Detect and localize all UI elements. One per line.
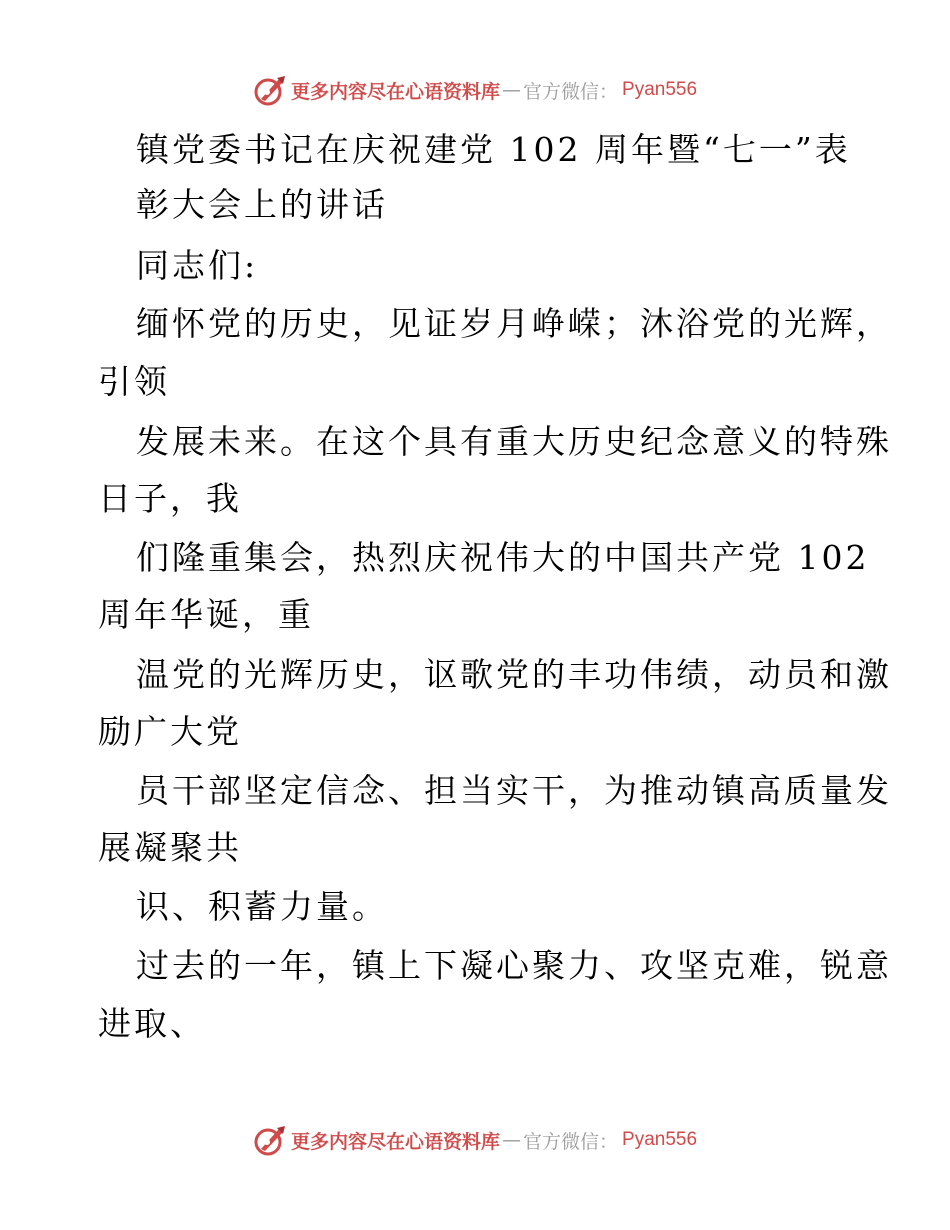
footer-watermark [0, 1120, 950, 1160]
doc-text-line: 们隆重集会，热烈庆祝伟大的中国共产党 102 [136, 538, 870, 577]
doc-title-line-2: 彰大会上的讲话 [136, 185, 388, 224]
watermark-site-name: 更多内容尽在心语资料库 [290, 1130, 500, 1153]
quill-logo-icon [253, 1123, 287, 1157]
doc-text-line: 日子，我 [98, 479, 242, 518]
watermark-site-name: 更多内容尽在心语资料库 [290, 80, 500, 103]
watermark-colon: ： [599, 80, 619, 103]
doc-text-line: 温党的光辉历史，讴歌党的丰功伟绩，动员和激 [136, 655, 892, 694]
doc-text-line: 过去的一年，镇上下凝心聚力、攻坚克难，锐意 [136, 946, 892, 985]
doc-salutation: 同志们: [136, 246, 259, 285]
doc-text-line: 员干部坚定信念、担当实干，为推动镇高质量发 [136, 771, 892, 810]
doc-text-line: 引领 [98, 362, 170, 401]
doc-text-line: 展凝聚共 [98, 828, 242, 867]
doc-title-line-1: 镇党委书记在庆祝建党 102 周年暨“七一”表 [136, 130, 851, 169]
watermark-wechat-id: Pyan556 [622, 1129, 698, 1150]
doc-text-line: 励广大党 [98, 712, 242, 751]
watermark-colon: ： [599, 1130, 619, 1153]
doc-text-line: 周年华诞，重 [98, 595, 314, 634]
watermark-separator: — [501, 1129, 521, 1151]
watermark-separator: — [501, 79, 521, 101]
doc-text-line: 识、积蓄力量。 [136, 887, 388, 926]
quill-logo-icon [253, 73, 287, 107]
watermark-wechat-id: Pyan556 [622, 79, 698, 100]
doc-text-line: 缅怀党的历史，见证岁月峥嵘；沐浴党的光辉， [136, 304, 892, 343]
watermark-label: 官方微信 [522, 80, 599, 103]
watermark-label: 官方微信 [522, 1130, 599, 1153]
header-watermark [0, 70, 950, 110]
doc-text-line: 发展未来。在这个具有重大历史纪念意义的特殊 [136, 422, 892, 461]
doc-text-line: 进取、 [98, 1004, 206, 1043]
